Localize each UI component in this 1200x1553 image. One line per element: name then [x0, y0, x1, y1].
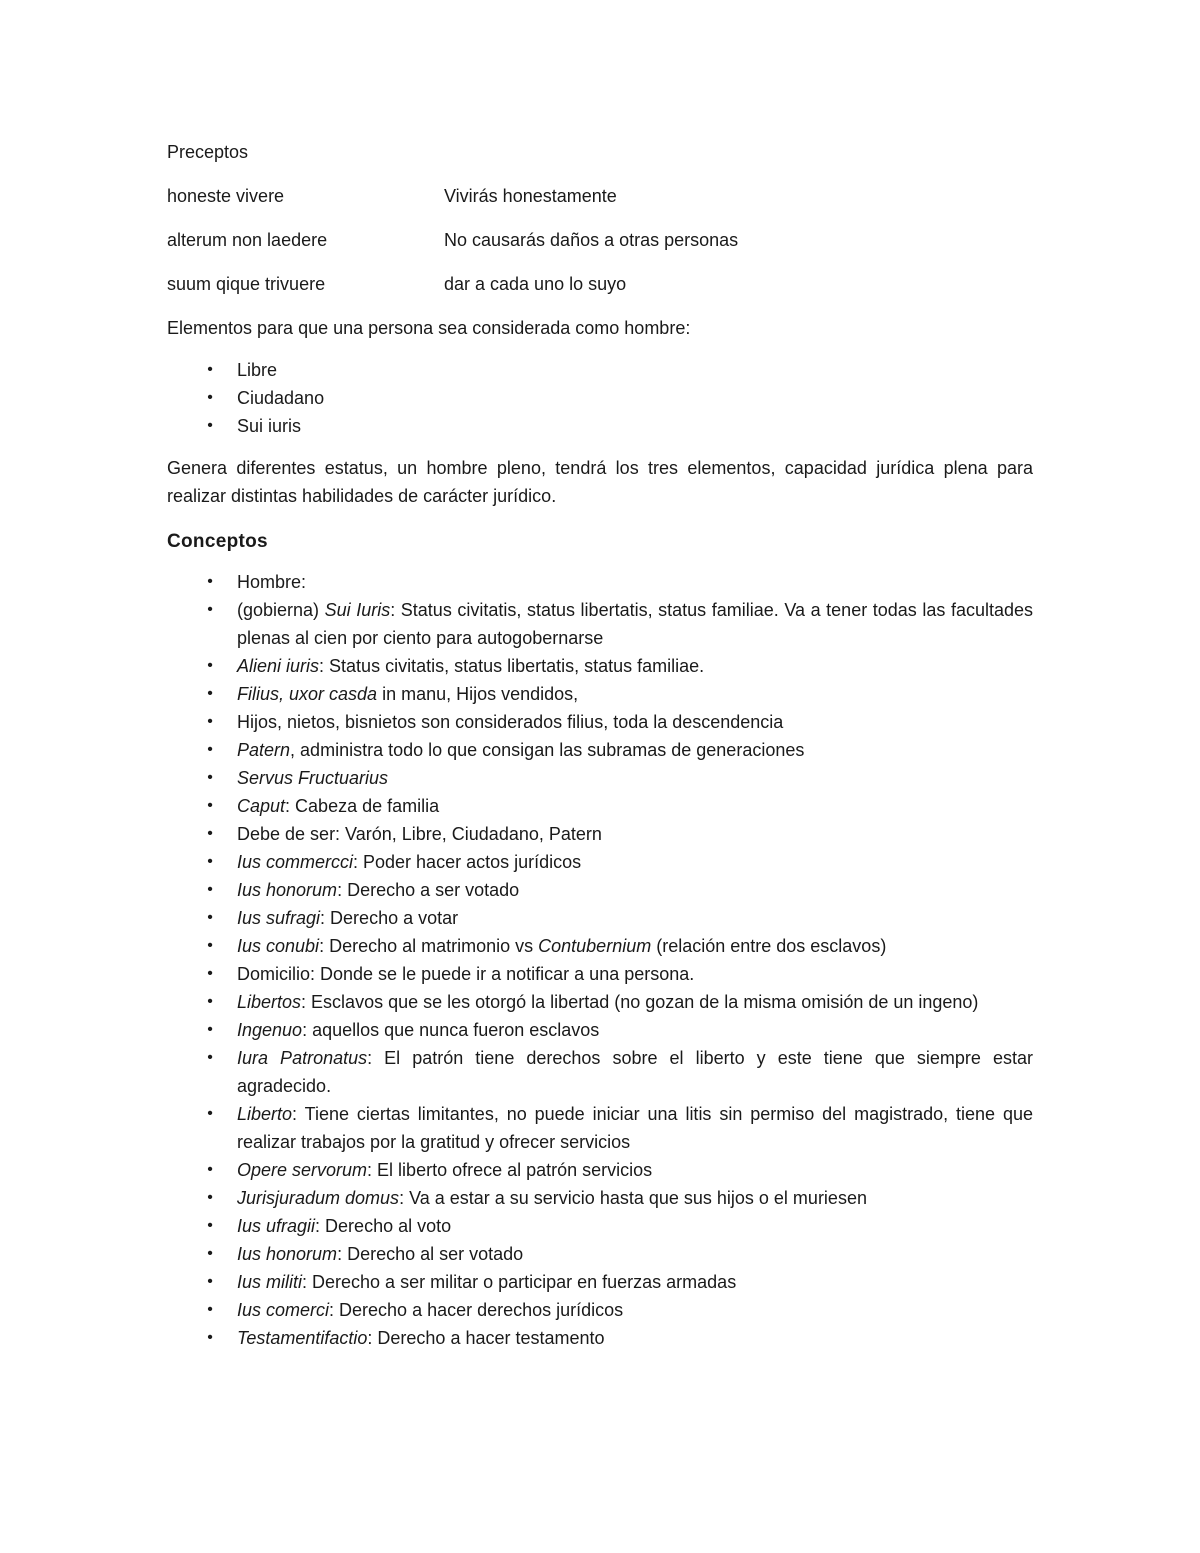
precepto-latin: suum qique trivuere [167, 274, 326, 294]
conceptos-list [167, 568, 1033, 1352]
bullet-icon: • [207, 1217, 213, 1234]
precepto-translation: No causarás daños a otras personas [444, 230, 739, 250]
bullet-icon: • [207, 769, 213, 786]
bullet-icon: • [207, 937, 213, 954]
list-item [167, 1156, 1033, 1184]
concepto-text: : Status civitatis, status libertatis, status familiae. [319, 656, 705, 676]
bullet-icon: • [207, 361, 213, 378]
bullet-icon: • [207, 965, 213, 982]
concepto-term: Caput [237, 796, 286, 816]
concepto-text: : Derecho a ser votado [337, 880, 520, 900]
list-item [167, 932, 1033, 960]
concepto-term: Ius sufragi [237, 908, 321, 928]
concepto-text: : El liberto ofrece al patrón servicios [367, 1160, 653, 1180]
list-item [167, 988, 1033, 1016]
concepto-term: Iura Patronatus [237, 1048, 368, 1068]
list-item [167, 904, 1033, 932]
concepto-text: Hijos, nietos, bisnietos son considerados filius, toda la descendencia [237, 712, 784, 732]
concepto-text: : Derecho a hacer derechos jurídicos [329, 1300, 624, 1320]
bullet-icon: • [207, 1329, 213, 1346]
bullet-icon: • [207, 1245, 213, 1262]
precepto-latin: honeste vivere [167, 186, 285, 206]
list-item [167, 412, 1033, 440]
concepto-text: : Esclavos que se les otorgó la libertad (no gozan de la misma omisión de un ingeno) [301, 992, 979, 1012]
concepto-text: : Va a estar a su servicio hasta que sus hijos o el muriesen [399, 1188, 867, 1208]
concepto-text: : Derecho a ser militar o participar en fuerzas armadas [302, 1272, 737, 1292]
list-item [167, 680, 1033, 708]
concepto-term: Ius honorum [237, 1244, 338, 1264]
concepto-term: Libertos [237, 992, 302, 1012]
concepto-text: in manu, Hijos vendidos, [377, 684, 579, 704]
elementos-intro: Elementos para que una persona sea considerada como hombre: [167, 318, 691, 338]
concepto-text: Domicilio: Donde se le puede ir a notificar a una persona. [237, 964, 695, 984]
precepto-translation: dar a cada uno lo suyo [444, 274, 627, 294]
bullet-icon: • [207, 741, 213, 758]
concepto-text: : Derecho al matrimonio vs [319, 936, 539, 956]
bullet-icon: • [207, 1021, 213, 1038]
list-item [167, 1296, 1033, 1324]
list-item [167, 596, 1033, 652]
bullet-icon: • [207, 1301, 213, 1318]
list-item [167, 708, 1033, 736]
bullet-icon: • [207, 1105, 213, 1122]
bullet-icon: • [207, 417, 213, 434]
list-item [167, 1268, 1033, 1296]
list-item [167, 1184, 1033, 1212]
bullet-icon: • [207, 881, 213, 898]
concepto-text: Debe de ser: Varón, Libre, Ciudadano, Patern [237, 824, 602, 844]
precepto-translation: Vivirás honestamente [444, 186, 617, 206]
concepto-term: Contubernium [538, 936, 652, 956]
concepto-term: Filius, uxor casda [237, 684, 378, 704]
bullet-icon: • [207, 657, 213, 674]
concepto-text: : Derecho al ser votado [337, 1244, 524, 1264]
genera-paragraph: Genera diferentes estatus, un hombre pleno, tendrá los tres elementos, capacidad jurídica plena para realizar distintas habilidades de carácter jurídico. [167, 458, 1033, 506]
list-item [167, 736, 1033, 764]
bullet-icon: • [207, 601, 213, 618]
list-item [167, 1100, 1033, 1156]
concepto-text: : Status civitatis, status libertatis, status familiae. Va a tener todas las facultades plenas al cien por ciento para autogobernarse [237, 600, 1034, 648]
preceptos-title: Preceptos [167, 142, 249, 162]
concepto-text: : Derecho a hacer testamento [367, 1328, 605, 1348]
concepto-text: Hombre: [237, 572, 307, 592]
concepto-text: : Poder hacer actos jurídicos [353, 852, 582, 872]
bullet-icon: • [207, 1189, 213, 1206]
precepto-row [167, 226, 1033, 256]
concepto-text: : Derecho a votar [320, 908, 459, 928]
bullet-icon: • [207, 1161, 213, 1178]
list-item [167, 820, 1033, 848]
list-item [167, 848, 1033, 876]
list-item-text: Sui iuris [237, 416, 302, 436]
list-item [167, 960, 1033, 988]
concepto-term: Ius conubi [237, 936, 320, 956]
list-item [167, 384, 1033, 412]
list-item [167, 356, 1033, 384]
concepto-text: : Cabeza de familia [285, 796, 440, 816]
bullet-icon: • [207, 713, 213, 730]
concepto-term: Liberto [237, 1104, 293, 1124]
precepto-latin: alterum non laedere [167, 230, 328, 250]
bullet-icon: • [207, 853, 213, 870]
concepto-text: : Derecho al voto [315, 1216, 452, 1236]
concepto-text: : aquellos que nunca fueron esclavos [302, 1020, 600, 1040]
concepto-term: Opere servorum [237, 1160, 368, 1180]
bullet-icon: • [207, 1273, 213, 1290]
concepto-term: Sui Iuris [324, 600, 391, 620]
bullet-icon: • [207, 389, 213, 406]
precepto-row [167, 270, 1033, 300]
list-item [167, 1016, 1033, 1044]
precepto-row [167, 182, 1033, 212]
concepto-term: Patern [237, 740, 291, 760]
concepto-text: : El patrón tiene derechos sobre el liberto y este tiene que siempre estar agradecido. [237, 1048, 1033, 1096]
concepto-text: (relación entre dos esclavos) [651, 936, 887, 956]
concepto-term: Ius honorum [237, 880, 338, 900]
list-item-text: Ciudadano [237, 388, 325, 408]
list-item [167, 568, 1033, 596]
elementos-list [167, 356, 1033, 440]
bullet-icon: • [207, 1049, 213, 1066]
concepto-term: Testamentifactio [237, 1328, 368, 1348]
bullet-icon: • [207, 685, 213, 702]
list-item [167, 876, 1033, 904]
concepto-term: Ius militi [237, 1272, 303, 1292]
list-item-text: Libre [237, 360, 278, 380]
concepto-term: Servus Fructuarius [237, 768, 389, 788]
concepto-term: Ius comerci [237, 1300, 330, 1320]
concepto-term: Ius ufragii [237, 1216, 316, 1236]
list-item [167, 652, 1033, 680]
concepto-text: , administra todo lo que consigan las subramas de generaciones [290, 740, 805, 760]
document-page [167, 138, 1033, 1352]
concepto-term: Ingenuo [237, 1020, 303, 1040]
concepto-term: Ius commercci [237, 852, 354, 872]
list-item [167, 1240, 1033, 1268]
concepto-term: Jurisjuradum domus [237, 1188, 400, 1208]
concepto-text: : Tiene ciertas limitantes, no puede iniciar una litis sin permiso del magistrado, tiene que realizar trabajos por la gratitud y ofrecer servicios [237, 1104, 1033, 1152]
bullet-icon: • [207, 797, 213, 814]
conceptos-heading: Conceptos [167, 531, 268, 552]
list-item [167, 764, 1033, 792]
list-item [167, 792, 1033, 820]
bullet-icon: • [207, 825, 213, 842]
concepto-prefix: (gobierna) [237, 600, 325, 620]
list-item [167, 1212, 1033, 1240]
bullet-icon: • [207, 573, 213, 590]
concepto-term: Alieni iuris [237, 656, 320, 676]
bullet-icon: • [207, 909, 213, 926]
list-item [167, 1044, 1033, 1100]
bullet-icon: • [207, 993, 213, 1010]
list-item [167, 1324, 1033, 1352]
